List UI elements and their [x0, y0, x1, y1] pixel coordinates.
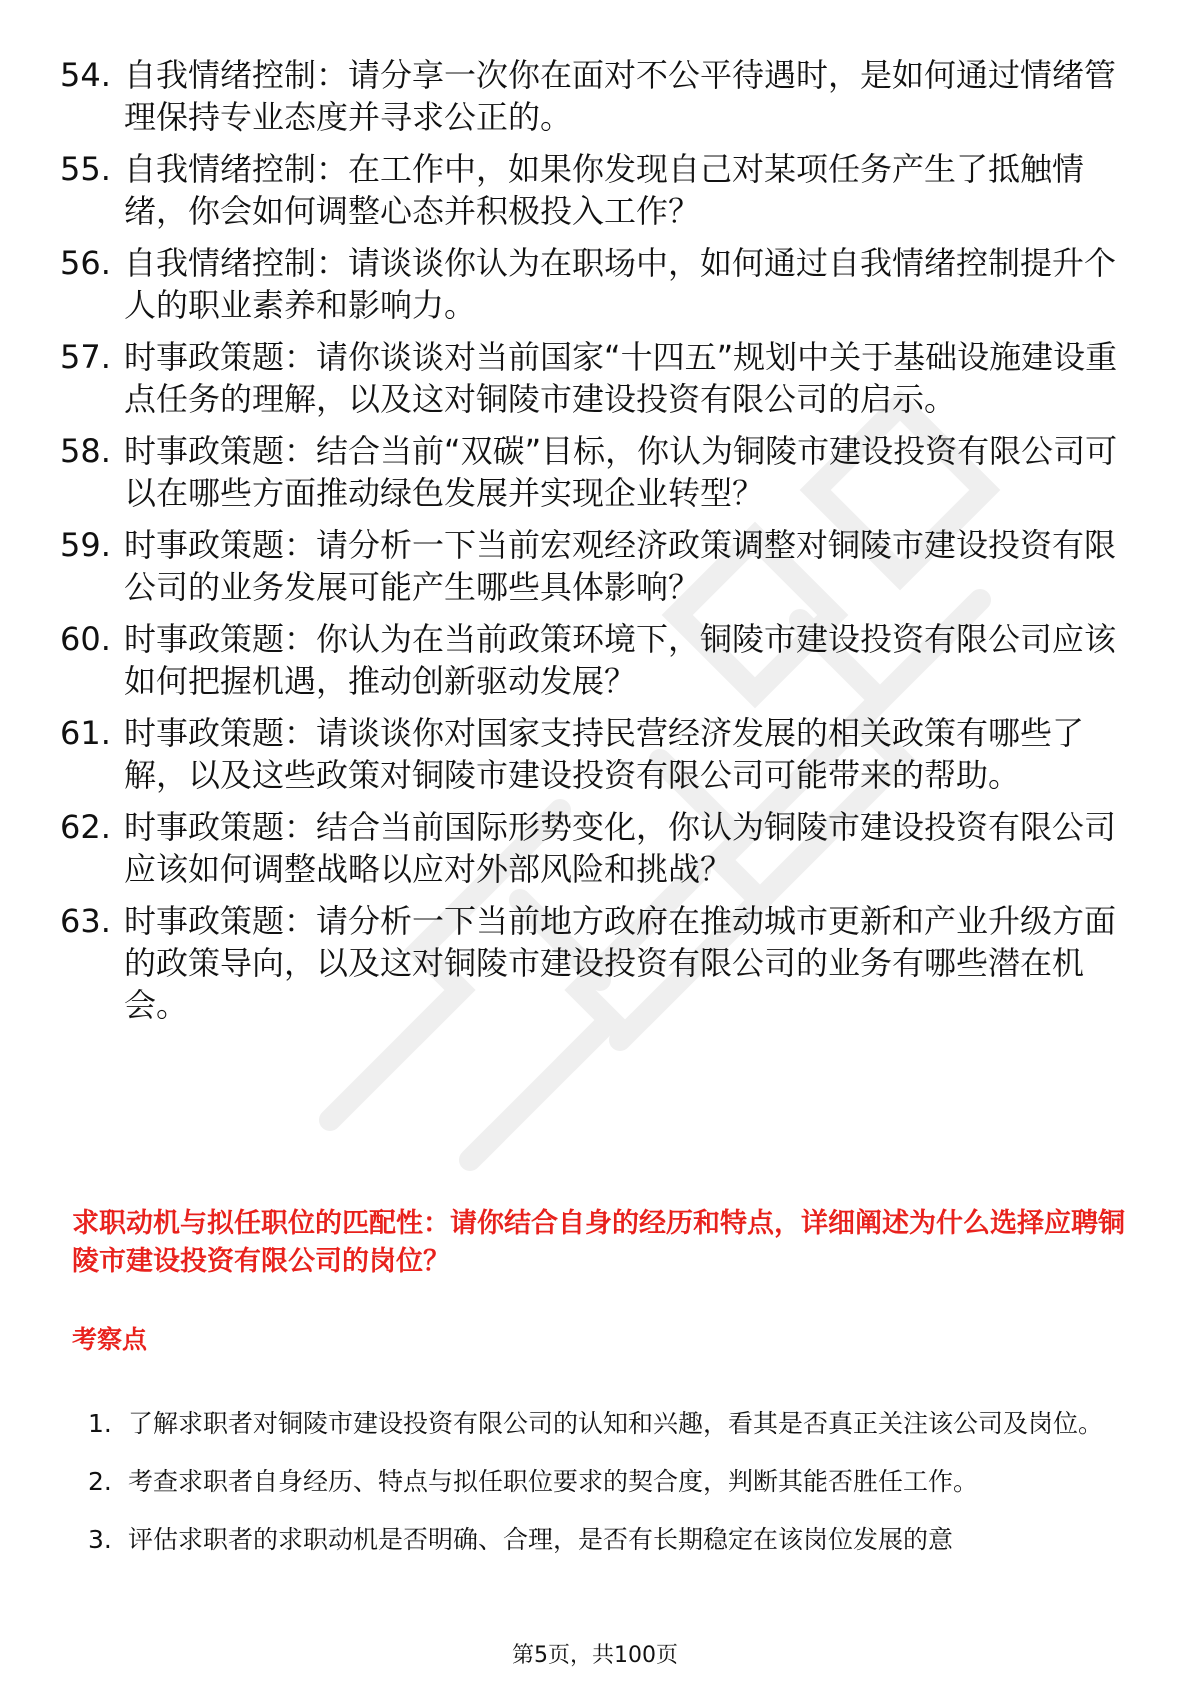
question-text: 时事政策题：请谈谈你对国家支持民营经济发展的相关政策有哪些了解，以及这些政策对铜陵市建设投资有限公司可能带来的帮助。 [124, 714, 1085, 794]
question-item [60, 900, 1120, 1026]
question-list [60, 54, 1120, 1036]
question-item [60, 806, 1120, 890]
question-number: 57. [60, 338, 111, 376]
question-number: 58. [60, 432, 111, 470]
question-text: 自我情绪控制：请分享一次你在面对不公平待遇时，是如何通过情绪管理保持专业态度并寻求公正的。 [124, 56, 1117, 136]
question-number: 61. [60, 714, 111, 752]
question-item [60, 242, 1120, 326]
question-item [60, 524, 1120, 608]
evaluation-point-item [88, 1511, 1128, 1569]
question-text: 时事政策题：结合当前国际形势变化，你认为铜陵市建设投资有限公司应该如何调整战略以应对外部风险和挑战？ [124, 808, 1117, 888]
question-item [60, 712, 1120, 796]
point-number: 2. [88, 1467, 112, 1496]
question-text: 时事政策题：请你谈谈对当前国家“十四五”规划中关于基础设施建设重点任务的理解，以及这对铜陵市建设投资有限公司的启示。 [124, 338, 1118, 418]
page-number: 第5页，共100页 [512, 1643, 678, 1668]
question-text: 时事政策题：请分析一下当前地方政府在推动城市更新和产业升级方面的政策导向，以及这对铜陵市建设投资有限公司的业务有哪些潜在机会。 [124, 902, 1117, 1024]
point-text: 考查求职者自身经历、特点与拟任职位要求的契合度，判断其能否胜任工作。 [128, 1467, 979, 1496]
question-number: 59. [60, 526, 111, 564]
question-text: 时事政策题：请分析一下当前宏观经济政策调整对铜陵市建设投资有限公司的业务发展可能产生哪些具体影响？ [124, 526, 1117, 606]
question-item [60, 430, 1120, 514]
question-number: 56. [60, 244, 111, 282]
question-item [60, 148, 1120, 232]
question-number: 62. [60, 808, 111, 846]
question-item [60, 54, 1120, 138]
point-number: 1. [88, 1409, 112, 1438]
evaluation-point-item [88, 1395, 1128, 1453]
question-number: 60. [60, 620, 111, 658]
question-item [60, 618, 1120, 702]
question-text: 时事政策题：你认为在当前政策环境下，铜陵市建设投资有限公司应该如何把握机遇，推动创新驱动发展？ [124, 620, 1117, 700]
point-number: 3. [88, 1525, 112, 1554]
question-item [60, 336, 1120, 420]
question-text: 自我情绪控制：在工作中，如果你发现自己对某项任务产生了抵触情绪，你会如何调整心态并积极投入工作？ [124, 150, 1085, 230]
evaluation-point-item [88, 1453, 1128, 1511]
section-subtitle: 考察点 [72, 1325, 148, 1354]
question-text: 自我情绪控制：请谈谈你认为在职场中，如何通过自我情绪控制提升个人的职业素养和影响力。 [124, 244, 1117, 324]
point-text: 评估求职者的求职动机是否明确、合理，是否有长期稳定在该岗位发展的意 [128, 1525, 954, 1554]
question-text: 时事政策题：结合当前“双碳”目标，你认为铜陵市建设投资有限公司可以在哪些方面推动绿色发展并实现企业转型？ [124, 432, 1118, 512]
question-number: 63. [60, 902, 111, 940]
section-title: 求职动机与拟任职位的匹配性：请你结合自身的经历和特点，详细阐述为什么选择应聘铜陵市建设投资有限公司的岗位？ [72, 1208, 1125, 1277]
question-number: 55. [60, 150, 111, 188]
point-text: 了解求职者对铜陵市建设投资有限公司的认知和兴趣，看其是否真正关注该公司及岗位。 [128, 1409, 1104, 1438]
evaluation-point-list [88, 1395, 1128, 1569]
question-number: 54. [60, 56, 111, 94]
